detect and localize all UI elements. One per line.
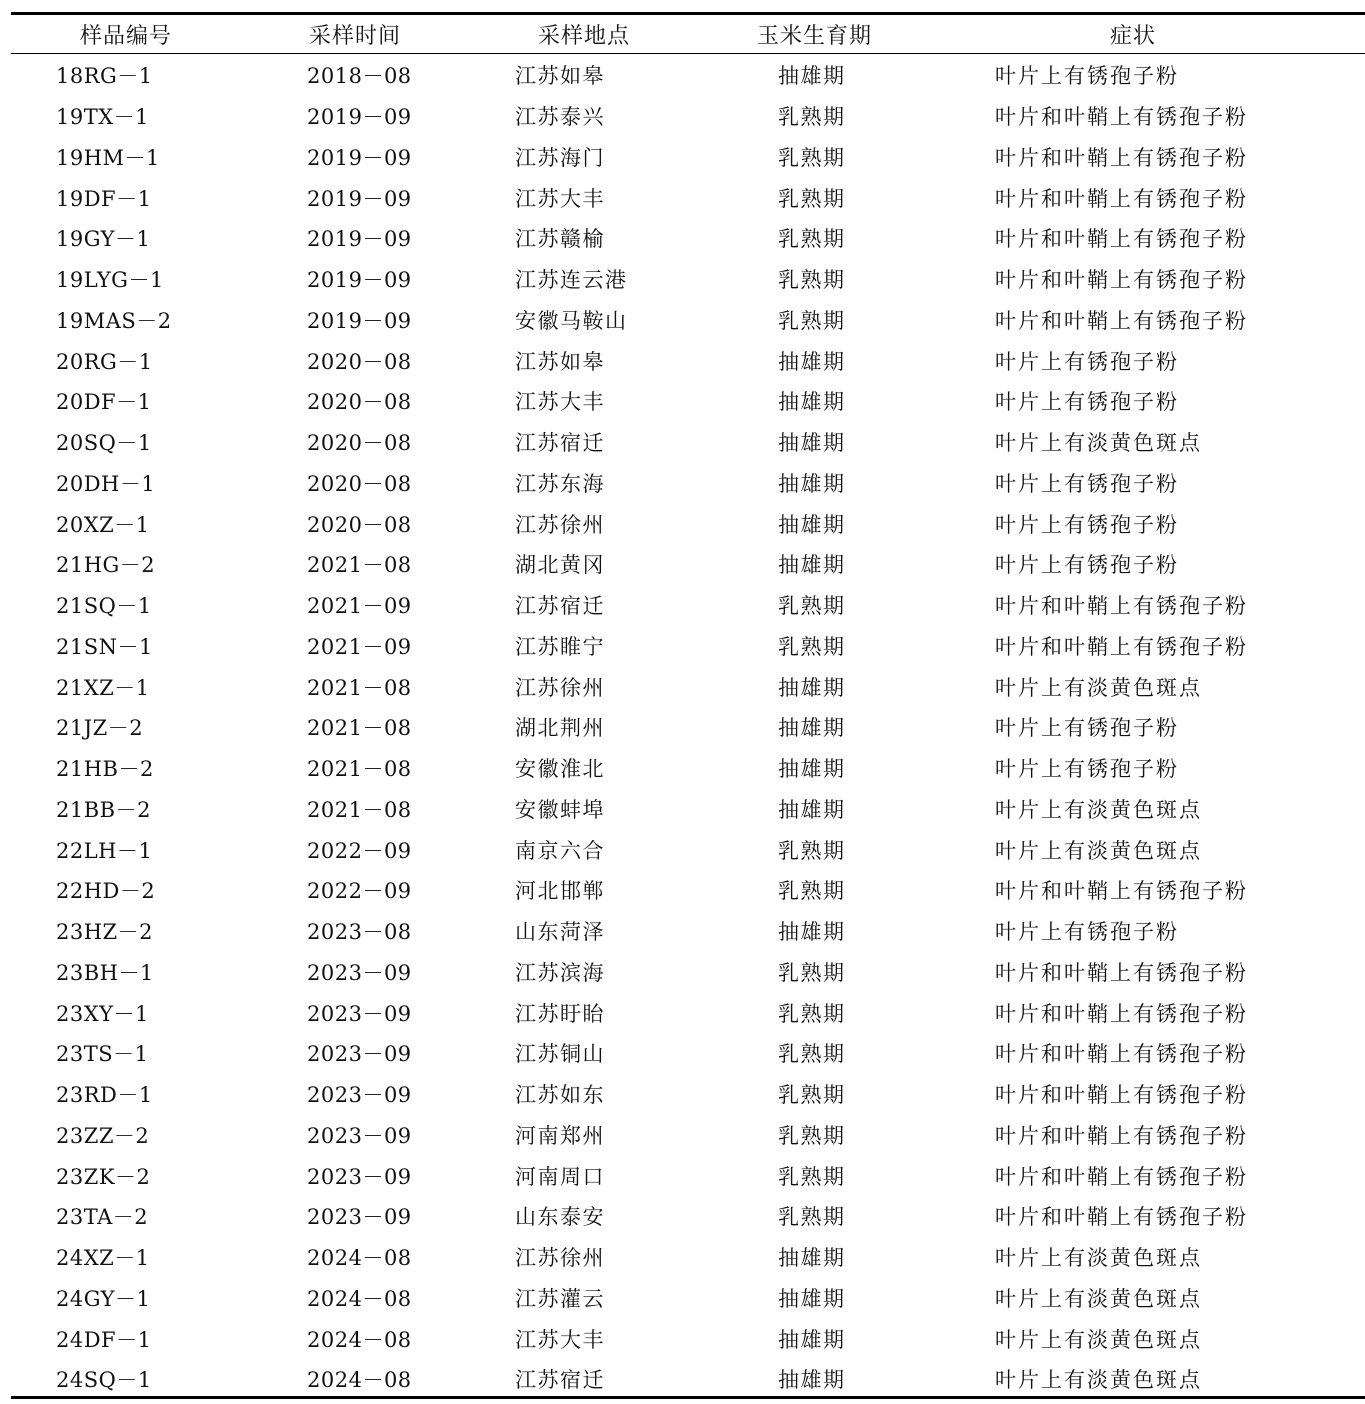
table-row bbox=[0, 585, 1365, 626]
sampling-location-cell: 江苏如东 bbox=[515, 1083, 605, 1108]
symptom-cell: 叶片和叶鞘上有锈孢子粉 bbox=[995, 634, 1248, 659]
symptom-cell: 叶片和叶鞘上有锈孢子粉 bbox=[995, 1205, 1248, 1230]
sampling-time-cell: 2021－08 bbox=[307, 797, 412, 822]
growth-stage-cell: 抽雄期 bbox=[778, 512, 846, 537]
sampling-time-cell: 2024－08 bbox=[307, 1327, 412, 1352]
growth-stage-cell: 乳熟期 bbox=[778, 105, 846, 130]
symptom-cell: 叶片和叶鞘上有锈孢子粉 bbox=[995, 1042, 1248, 1067]
symptom-cell: 叶片和叶鞘上有锈孢子粉 bbox=[995, 186, 1248, 211]
growth-stage-cell: 抽雄期 bbox=[778, 1327, 846, 1352]
growth-stage-cell: 抽雄期 bbox=[778, 716, 846, 741]
sample-id-cell: 19DF－1 bbox=[56, 186, 152, 211]
sampling-time-cell: 2019－09 bbox=[307, 227, 412, 252]
sample-id-cell: 23BH－1 bbox=[56, 960, 154, 985]
sampling-time-cell: 2023－08 bbox=[307, 920, 412, 945]
growth-stage-cell: 乳熟期 bbox=[778, 268, 846, 293]
sample-id-cell: 21HG－2 bbox=[56, 553, 156, 578]
header-sampling-time: 采样时间 bbox=[309, 23, 402, 49]
growth-stage-cell: 抽雄期 bbox=[778, 431, 846, 456]
sample-id-cell: 19HM－1 bbox=[56, 145, 160, 170]
table-row bbox=[0, 381, 1365, 422]
symptom-cell: 叶片上有锈孢子粉 bbox=[995, 349, 1179, 374]
sample-id-cell: 23ZZ－2 bbox=[56, 1123, 150, 1148]
table-bottom-rule bbox=[11, 1396, 1365, 1399]
sampling-time-cell: 2020－08 bbox=[307, 431, 412, 456]
header-symptom: 症状 bbox=[1110, 23, 1157, 49]
sampling-time-cell: 2023－09 bbox=[307, 1164, 412, 1189]
growth-stage-cell: 乳熟期 bbox=[778, 1042, 846, 1067]
symptom-cell: 叶片上有淡黄色斑点 bbox=[995, 675, 1202, 700]
growth-stage-cell: 乳熟期 bbox=[778, 227, 846, 252]
sampling-time-cell: 2022－09 bbox=[307, 838, 412, 863]
symptom-cell: 叶片上有锈孢子粉 bbox=[995, 512, 1179, 537]
symptom-cell: 叶片和叶鞘上有锈孢子粉 bbox=[995, 1164, 1248, 1189]
symptom-cell: 叶片上有淡黄色斑点 bbox=[995, 797, 1202, 822]
table-row bbox=[0, 218, 1365, 259]
growth-stage-cell: 抽雄期 bbox=[778, 390, 846, 415]
sampling-time-cell: 2018－08 bbox=[307, 64, 412, 89]
sampling-time-cell: 2022－09 bbox=[307, 879, 412, 904]
growth-stage-cell: 抽雄期 bbox=[778, 797, 846, 822]
growth-stage-cell: 乳熟期 bbox=[778, 838, 846, 863]
growth-stage-cell: 抽雄期 bbox=[778, 1368, 846, 1393]
sampling-time-cell: 2023－09 bbox=[307, 960, 412, 985]
sampling-time-cell: 2021－08 bbox=[307, 675, 412, 700]
sampling-location-cell: 江苏海门 bbox=[515, 145, 605, 170]
table-header-row bbox=[0, 14, 1365, 54]
sampling-location-cell: 安徽马鞍山 bbox=[515, 308, 628, 333]
table-row bbox=[0, 1237, 1365, 1278]
sampling-location-cell: 江苏泰兴 bbox=[515, 105, 605, 130]
growth-stage-cell: 乳熟期 bbox=[778, 145, 846, 170]
table-row bbox=[0, 1033, 1365, 1074]
sampling-location-cell: 江苏徐州 bbox=[515, 675, 605, 700]
growth-stage-cell: 抽雄期 bbox=[778, 757, 846, 782]
symptom-cell: 叶片和叶鞘上有锈孢子粉 bbox=[995, 1001, 1248, 1026]
sampling-location-cell: 南京六合 bbox=[515, 838, 605, 863]
symptom-cell: 叶片上有淡黄色斑点 bbox=[995, 431, 1202, 456]
symptom-cell: 叶片上有锈孢子粉 bbox=[995, 716, 1179, 741]
sampling-time-cell: 2021－09 bbox=[307, 634, 412, 659]
symptom-cell: 叶片上有锈孢子粉 bbox=[995, 553, 1179, 578]
symptom-cell: 叶片和叶鞘上有锈孢子粉 bbox=[995, 594, 1248, 619]
sampling-location-cell: 江苏滨海 bbox=[515, 960, 605, 985]
table-row bbox=[0, 707, 1365, 748]
sample-id-cell: 22LH－1 bbox=[56, 838, 153, 863]
sampling-time-cell: 2023－09 bbox=[307, 1205, 412, 1230]
symptom-cell: 叶片上有锈孢子粉 bbox=[995, 757, 1179, 782]
table-row bbox=[0, 1196, 1365, 1237]
sample-id-cell: 20DF－1 bbox=[56, 390, 152, 415]
growth-stage-cell: 抽雄期 bbox=[778, 471, 846, 496]
symptom-cell: 叶片和叶鞘上有锈孢子粉 bbox=[995, 308, 1248, 333]
sampling-time-cell: 2023－09 bbox=[307, 1001, 412, 1026]
growth-stage-cell: 乳熟期 bbox=[778, 308, 846, 333]
sampling-location-cell: 河南周口 bbox=[515, 1164, 605, 1189]
growth-stage-cell: 抽雄期 bbox=[778, 349, 846, 374]
growth-stage-cell: 抽雄期 bbox=[778, 920, 846, 945]
table-row bbox=[0, 1278, 1365, 1319]
symptom-cell: 叶片上有锈孢子粉 bbox=[995, 471, 1179, 496]
sample-id-cell: 24DF－1 bbox=[56, 1327, 152, 1352]
table-row bbox=[0, 666, 1365, 707]
sampling-location-cell: 江苏赣榆 bbox=[515, 227, 605, 252]
growth-stage-cell: 抽雄期 bbox=[778, 64, 846, 89]
sampling-location-cell: 安徽淮北 bbox=[515, 757, 605, 782]
table-row bbox=[0, 177, 1365, 218]
sample-id-cell: 24XZ－1 bbox=[56, 1246, 150, 1271]
growth-stage-cell: 抽雄期 bbox=[778, 675, 846, 700]
sample-id-cell: 24GY－1 bbox=[56, 1286, 151, 1311]
symptom-cell: 叶片和叶鞘上有锈孢子粉 bbox=[995, 1123, 1248, 1148]
sample-id-cell: 20DH－1 bbox=[56, 471, 156, 496]
header-sampling-location: 采样地点 bbox=[538, 23, 631, 49]
sample-id-cell: 21JZ－2 bbox=[56, 716, 144, 741]
sampling-time-cell: 2023－09 bbox=[307, 1083, 412, 1108]
header-sample-id: 样品编号 bbox=[80, 23, 173, 49]
table-row bbox=[0, 503, 1365, 544]
table-row bbox=[0, 748, 1365, 789]
sample-id-cell: 21SN－1 bbox=[56, 634, 153, 659]
growth-stage-cell: 乳熟期 bbox=[778, 1164, 846, 1189]
table-row bbox=[0, 96, 1365, 137]
sample-id-cell: 21BB－2 bbox=[56, 797, 151, 822]
sampling-time-cell: 2020－08 bbox=[307, 512, 412, 537]
sample-id-cell: 19MAS－2 bbox=[56, 308, 172, 333]
table-row bbox=[0, 992, 1365, 1033]
sample-id-cell: 22HD－2 bbox=[56, 879, 156, 904]
table-row bbox=[0, 829, 1365, 870]
sampling-location-cell: 江苏宿迁 bbox=[515, 1368, 605, 1393]
sampling-location-cell: 江苏大丰 bbox=[515, 390, 605, 415]
growth-stage-cell: 乳熟期 bbox=[778, 1123, 846, 1148]
growth-stage-cell: 抽雄期 bbox=[778, 1246, 846, 1271]
sampling-time-cell: 2021－08 bbox=[307, 716, 412, 741]
sampling-location-cell: 山东菏泽 bbox=[515, 920, 605, 945]
sampling-time-cell: 2023－09 bbox=[307, 1123, 412, 1148]
growth-stage-cell: 乳熟期 bbox=[778, 634, 846, 659]
sample-id-cell: 24SQ－1 bbox=[56, 1368, 152, 1393]
sample-id-cell: 21SQ－1 bbox=[56, 594, 152, 619]
symptom-cell: 叶片上有淡黄色斑点 bbox=[995, 1327, 1202, 1352]
growth-stage-cell: 乳熟期 bbox=[778, 1083, 846, 1108]
sampling-location-cell: 江苏如皋 bbox=[515, 349, 605, 374]
symptom-cell: 叶片上有淡黄色斑点 bbox=[995, 1368, 1202, 1393]
sample-id-cell: 20XZ－1 bbox=[56, 512, 150, 537]
sampling-time-cell: 2019－09 bbox=[307, 145, 412, 170]
sampling-time-cell: 2020－08 bbox=[307, 390, 412, 415]
sampling-location-cell: 河南郑州 bbox=[515, 1123, 605, 1148]
symptom-cell: 叶片上有淡黄色斑点 bbox=[995, 1286, 1202, 1311]
symptom-cell: 叶片和叶鞘上有锈孢子粉 bbox=[995, 1083, 1248, 1108]
table-row bbox=[0, 300, 1365, 341]
table-row bbox=[0, 789, 1365, 830]
sampling-location-cell: 江苏宿迁 bbox=[515, 594, 605, 619]
sample-id-cell: 19TX－1 bbox=[56, 105, 150, 130]
sampling-location-cell: 江苏铜山 bbox=[515, 1042, 605, 1067]
sampling-time-cell: 2024－08 bbox=[307, 1368, 412, 1393]
symptom-cell: 叶片和叶鞘上有锈孢子粉 bbox=[995, 105, 1248, 130]
sampling-location-cell: 江苏东海 bbox=[515, 471, 605, 496]
sampling-location-cell: 江苏宿迁 bbox=[515, 431, 605, 456]
sampling-location-cell: 江苏睢宁 bbox=[515, 634, 605, 659]
sampling-time-cell: 2024－08 bbox=[307, 1246, 412, 1271]
sampling-location-cell: 江苏如皋 bbox=[515, 64, 605, 89]
sample-id-cell: 23TS－1 bbox=[56, 1042, 149, 1067]
growth-stage-cell: 抽雄期 bbox=[778, 553, 846, 578]
sampling-location-cell: 江苏盱眙 bbox=[515, 1001, 605, 1026]
sampling-location-cell: 河北邯郸 bbox=[515, 879, 605, 904]
table-row bbox=[0, 870, 1365, 911]
table-row bbox=[0, 1155, 1365, 1196]
sample-id-cell: 20SQ－1 bbox=[56, 431, 152, 456]
symptom-cell: 叶片上有淡黄色斑点 bbox=[995, 838, 1202, 863]
sampling-location-cell: 江苏连云港 bbox=[515, 268, 628, 293]
sampling-time-cell: 2019－09 bbox=[307, 105, 412, 130]
sample-id-cell: 23RD－1 bbox=[56, 1083, 153, 1108]
table-row bbox=[0, 544, 1365, 585]
growth-stage-cell: 乳熟期 bbox=[778, 960, 846, 985]
sampling-time-cell: 2023－09 bbox=[307, 1042, 412, 1067]
growth-stage-cell: 乳熟期 bbox=[778, 1001, 846, 1026]
growth-stage-cell: 乳熟期 bbox=[778, 879, 846, 904]
table-row bbox=[0, 259, 1365, 300]
symptom-cell: 叶片和叶鞘上有锈孢子粉 bbox=[995, 960, 1248, 985]
sampling-location-cell: 江苏灌云 bbox=[515, 1286, 605, 1311]
table-row bbox=[0, 626, 1365, 667]
symptom-cell: 叶片和叶鞘上有锈孢子粉 bbox=[995, 268, 1248, 293]
growth-stage-cell: 乳熟期 bbox=[778, 186, 846, 211]
sampling-location-cell: 江苏徐州 bbox=[515, 512, 605, 537]
sampling-location-cell: 江苏徐州 bbox=[515, 1246, 605, 1271]
sampling-time-cell: 2019－09 bbox=[307, 308, 412, 333]
sampling-time-cell: 2021－08 bbox=[307, 553, 412, 578]
sampling-time-cell: 2019－09 bbox=[307, 268, 412, 293]
sampling-location-cell: 江苏大丰 bbox=[515, 1327, 605, 1352]
growth-stage-cell: 乳熟期 bbox=[778, 1205, 846, 1230]
table-header-rule bbox=[11, 53, 1365, 54]
table-row bbox=[0, 340, 1365, 381]
sample-id-cell: 20RG－1 bbox=[56, 349, 153, 374]
sample-id-cell: 21XZ－1 bbox=[56, 675, 150, 700]
table-row bbox=[0, 1074, 1365, 1115]
sample-id-cell: 23XY－1 bbox=[56, 1001, 149, 1026]
sample-id-cell: 23ZK－2 bbox=[56, 1164, 151, 1189]
sample-id-cell: 21HB－2 bbox=[56, 757, 154, 782]
growth-stage-cell: 抽雄期 bbox=[778, 1286, 846, 1311]
sample-id-cell: 19GY－1 bbox=[56, 227, 151, 252]
sampling-time-cell: 2021－09 bbox=[307, 594, 412, 619]
table-row bbox=[0, 1318, 1365, 1359]
sample-id-cell: 18RG－1 bbox=[56, 64, 153, 89]
table-row bbox=[0, 952, 1365, 993]
sampling-location-cell: 山东泰安 bbox=[515, 1205, 605, 1230]
sampling-location-cell: 江苏大丰 bbox=[515, 186, 605, 211]
table-row bbox=[0, 911, 1365, 952]
sample-id-cell: 23TA－2 bbox=[56, 1205, 149, 1230]
symptom-cell: 叶片上有锈孢子粉 bbox=[995, 390, 1179, 415]
symptom-cell: 叶片和叶鞘上有锈孢子粉 bbox=[995, 227, 1248, 252]
table-row bbox=[0, 422, 1365, 463]
table-row bbox=[0, 463, 1365, 504]
symptom-cell: 叶片上有淡黄色斑点 bbox=[995, 1246, 1202, 1271]
header-growth-stage: 玉米生育期 bbox=[757, 23, 873, 49]
sampling-time-cell: 2020－08 bbox=[307, 471, 412, 496]
sample-id-cell: 19LYG－1 bbox=[56, 268, 164, 293]
sampling-location-cell: 湖北荆州 bbox=[515, 716, 605, 741]
sampling-location-cell: 安徽蚌埠 bbox=[515, 797, 605, 822]
sampling-time-cell: 2021－08 bbox=[307, 757, 412, 782]
table-row bbox=[0, 1359, 1365, 1400]
sample-id-cell: 23HZ－2 bbox=[56, 920, 153, 945]
sampling-time-cell: 2024－08 bbox=[307, 1286, 412, 1311]
growth-stage-cell: 乳熟期 bbox=[778, 594, 846, 619]
symptom-cell: 叶片和叶鞘上有锈孢子粉 bbox=[995, 145, 1248, 170]
symptom-cell: 叶片和叶鞘上有锈孢子粉 bbox=[995, 879, 1248, 904]
sampling-location-cell: 湖北黄冈 bbox=[515, 553, 605, 578]
symptom-cell: 叶片上有锈孢子粉 bbox=[995, 64, 1179, 89]
table-row bbox=[0, 55, 1365, 96]
symptom-cell: 叶片上有锈孢子粉 bbox=[995, 920, 1179, 945]
sampling-time-cell: 2020－08 bbox=[307, 349, 412, 374]
sampling-time-cell: 2019－09 bbox=[307, 186, 412, 211]
table-row bbox=[0, 137, 1365, 178]
table-row bbox=[0, 1115, 1365, 1156]
